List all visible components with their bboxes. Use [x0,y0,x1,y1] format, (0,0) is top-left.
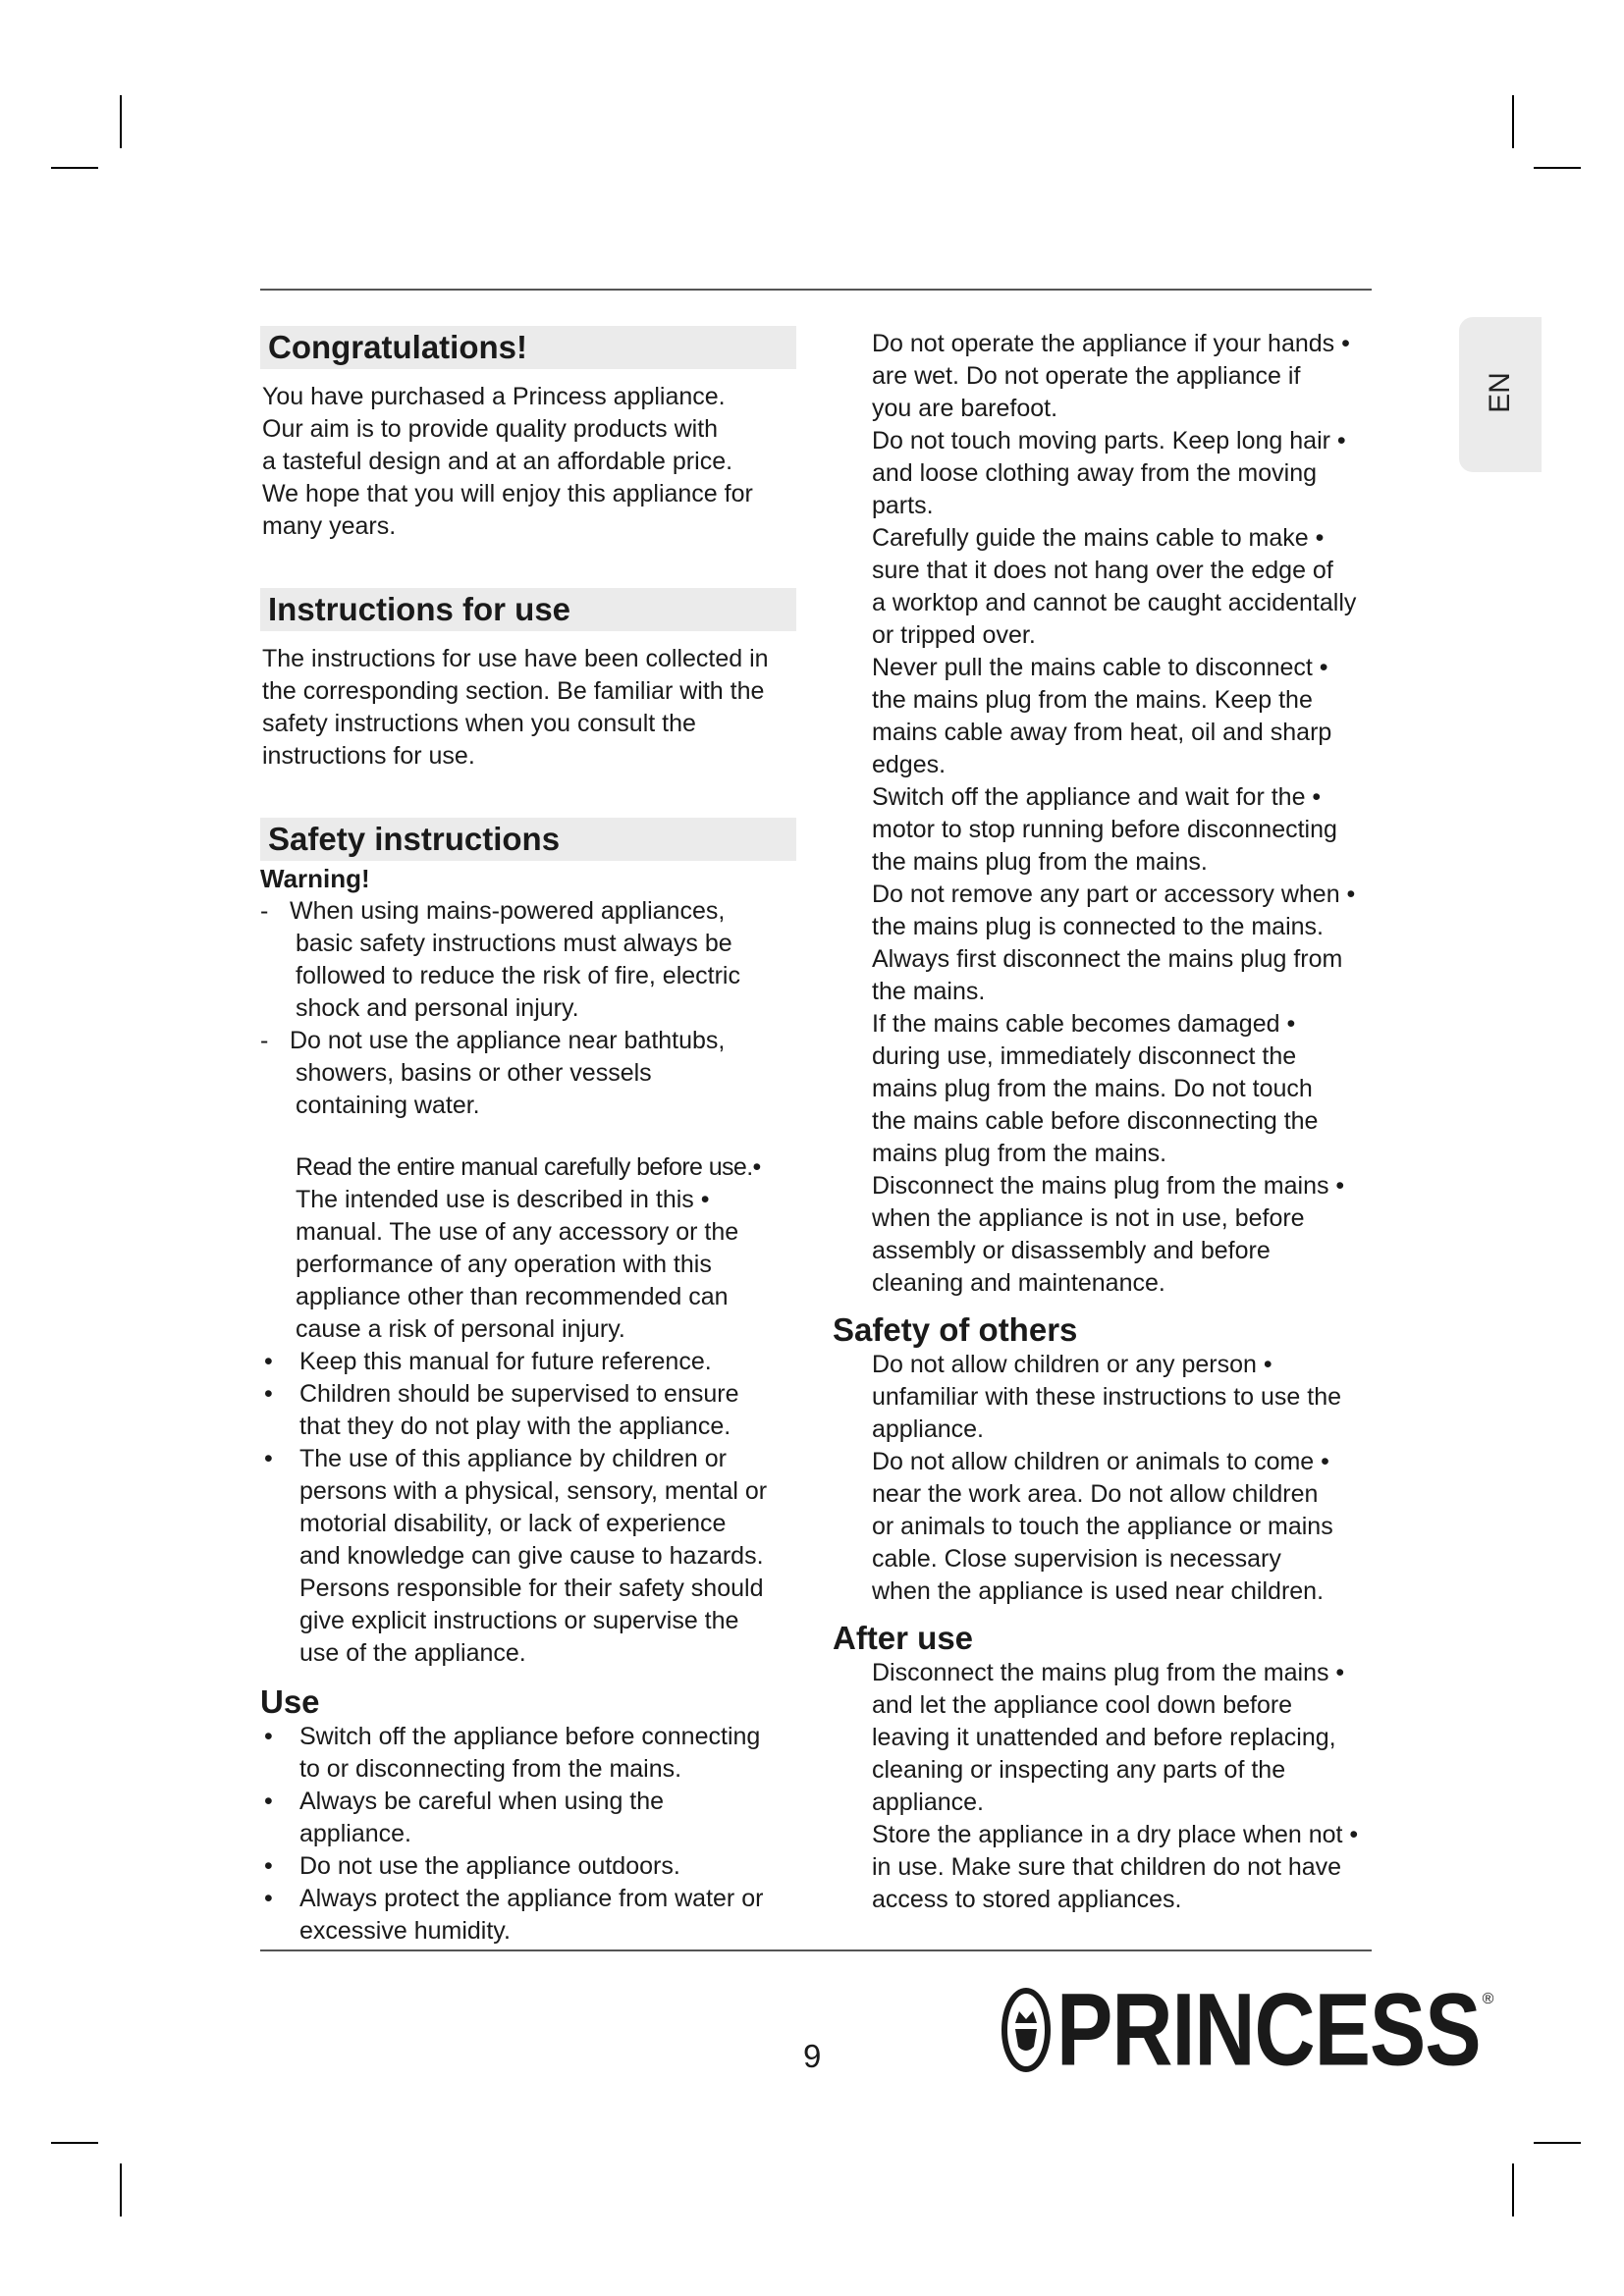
use-bullets [260,1721,805,1948]
crop-mark [51,167,98,169]
section-heading-others: Safety of others [833,1311,1078,1348]
section-heading-use: Use [260,1683,320,1720]
list-item: • Keep this manual for future reference. [264,1348,712,1375]
section-heading-safety: Safety instructions [260,818,796,861]
list-item: Disconnect the mains plug from the mains • when the appliance is not in use, before assembly or disassembly and before cleaning and maintenance. [872,1172,1345,1297]
bottom-rule [260,1949,1372,1951]
list-item: Do not allow children or animals to come • near the work area. Do not allow children or animals to touch the appliance or mains cable. Close supervision is necessary when the appliance is used near children. [872,1448,1333,1605]
registered-mark: ® [1482,1991,1494,2007]
right-column [833,328,1402,1916]
list-item: • Always protect the appliance from water or excessive humidity. [264,1885,764,1945]
list-item: Do not touch moving parts. Keep long hair • and loose clothing away from the moving parts. [872,427,1346,519]
page-number: 9 [803,2038,822,2074]
crop-mark [1534,167,1581,169]
list-item: • Switch off the appliance before connecting to or disconnecting from the mains. [264,1723,761,1783]
crop-mark [51,2142,98,2144]
list-item: Carefully guide the mains cable to make • sure that it does not hang over the edge of a worktop and cannot be caught accidentally or tripped over. [872,524,1357,649]
section-heading-after-use: After use [833,1620,974,1656]
crop-mark [120,95,122,148]
language-tab [1459,317,1542,472]
list-item: • Do not use the appliance outdoors. [264,1852,680,1880]
section-heading-instructions: Instructions for use [260,588,796,631]
list-item: Do not remove any part or accessory when • the mains plug is connected to the mains. Always first disconnect the mains plug from the mains. [872,881,1356,1005]
list-item: • Children should be supervised to ensure that they do not play with the appliance. [264,1380,739,1440]
princess-crest-icon [1001,1986,1051,2074]
congrats-text: You have purchased a Princess appliance. Our aim is to provide quality products with a tasteful design and at an affordable price. We hope that you will enjoy this appliance for many years. [262,383,753,540]
list-item: Disconnect the mains plug from the mains • and let the appliance cool down before leaving it unattended and before replacing, cleaning or inspecting any parts of the appliance. [872,1659,1345,1816]
section-heading-congratulations: Congratulations! [260,326,796,369]
read-manual-text: Read the entire manual carefully before use.• The intended use is described in this • manual. The use of any accessory or the performance of any operation with this appliance other than recommended can cause a risk of personal injury. [296,1153,761,1343]
list-item: - When using mains-powered appliances, basic safety instructions must always be followed to reduce the risk of fire, electric shock and personal injury. [260,897,740,1022]
list-item: If the mains cable becomes damaged • during use, immediately disconnect the mains plug from the mains. Do not touch the mains cable before disconnecting the mains plug from the mains. [872,1010,1319,1167]
crop-mark [1512,2163,1514,2216]
crop-mark [1534,2142,1581,2144]
crop-mark [1512,95,1514,148]
list-item: - Do not use the appliance near bathtubs, showers, basins or other vessels containing water. [260,1027,726,1119]
list-item: Switch off the appliance and wait for the • motor to stop running before disconnecting the mains plug from the mains. [872,783,1337,876]
princess-logo [1001,1971,1494,2087]
crop-mark [120,2163,122,2216]
instructions-text: The instructions for use have been collected in the corresponding section. Be familiar with the safety instructions when you consult the instructions for use. [262,645,769,770]
safety-bullets [260,1346,805,1670]
list-item: • Always be careful when using the appliance. [264,1788,665,1847]
left-column [260,326,805,1948]
language-tab-label: EN [1484,372,1516,413]
list-item: Store the appliance in a dry place when not • in use. Make sure that children do not have access to stored appliances. [872,1821,1359,1913]
warning-label: Warning! [260,864,370,893]
list-item: Do not operate the appliance if your hands • are wet. Do not operate the appliance if you are barefoot. [872,330,1350,422]
list-item: Never pull the mains cable to disconnect • the mains plug from the mains. Keep the mains cable away from heat, oil and sharp edges. [872,654,1332,778]
brand-name: PRINCESS [1056,1971,1481,2087]
list-item: Do not allow children or any person • unfamiliar with these instructions to use the appliance. [872,1351,1342,1443]
list-item: • The use of this appliance by children or persons with a physical, sensory, mental or motorial disability, or lack of experience and knowledge can give cause to hazards. Persons responsible for their safety should give explicit instructions or supervise the use of the appliance. [264,1445,768,1667]
top-rule [260,289,1372,291]
